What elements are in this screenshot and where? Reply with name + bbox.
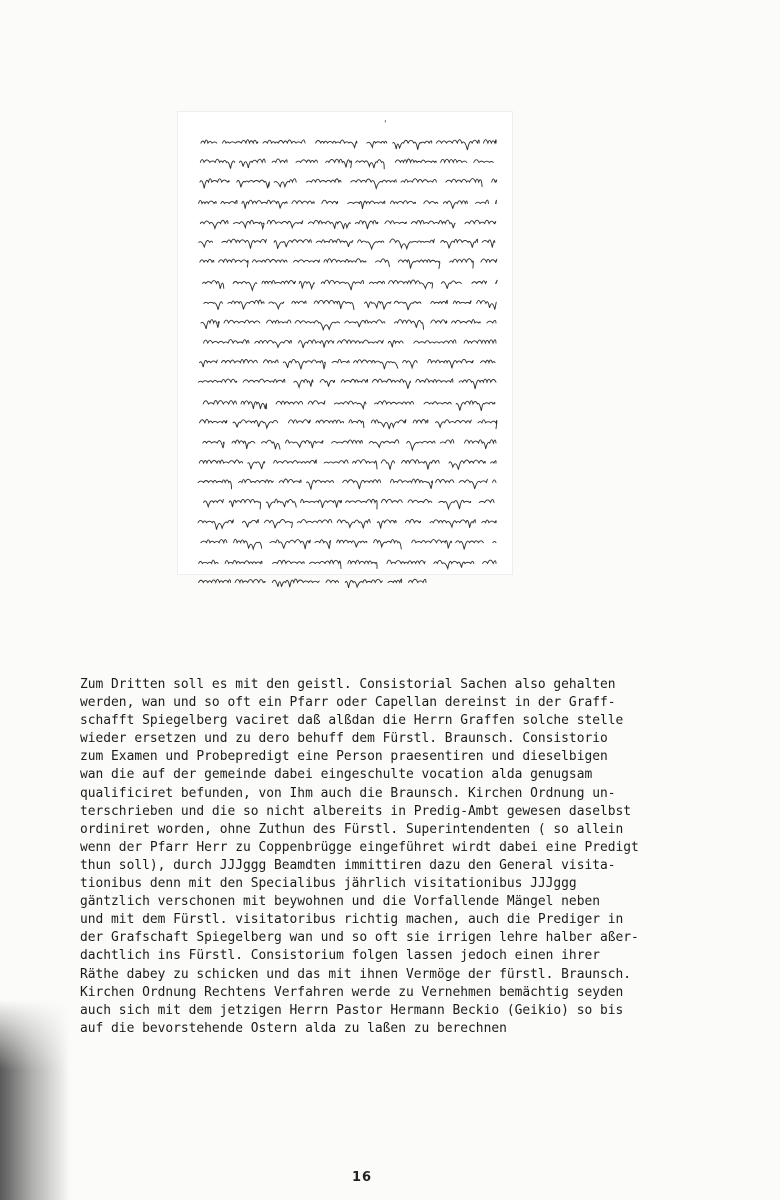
manuscript-line: [196, 470, 504, 490]
manuscript-line: [196, 490, 504, 510]
manuscript-line: [196, 370, 504, 390]
manuscript-line: [196, 150, 504, 170]
manuscript-line: [196, 170, 504, 190]
transcript-line: wenn der Pfarr Herr zu Coppenbrügge eingeführet wirdt dabei eine Predigt: [80, 839, 639, 855]
transcript-line: und mit dem Fürstl. visitatoribus richtig machen, auch die Prediger in: [80, 912, 624, 928]
transcript-line: der Grafschaft Spiegelberg wan und so oft sie irrigen lehre halber aßer-: [80, 930, 639, 946]
transcript-line: qualificiret befunden, von Ihm auch die Braunsch. Kirchen Ordnung un-: [80, 785, 616, 801]
manuscript-line: [196, 570, 504, 590]
manuscript-line: [196, 510, 504, 530]
transcript-line: Räthe dabey zu schicken und das mit ihnen Vermöge der fürstl. Braunsch.: [80, 966, 632, 982]
scan-shadow: [0, 1000, 70, 1200]
manuscript-line: [196, 130, 504, 150]
transcript-line: thun soll), durch JJJggg Beamdten immittiren dazu den General visita-: [80, 857, 616, 873]
manuscript-line: [196, 270, 504, 290]
transcript-line: dachtlich ins Fürstl. Consistorium folgen lassen jedoch einen ihrer: [80, 948, 600, 964]
manuscript-line: [196, 430, 504, 450]
manuscript-line: [196, 530, 504, 550]
manuscript-line: [196, 310, 504, 330]
transcript-line: werden, wan und so oft ein Pfarr oder Capellan dereinst in der Graff-: [80, 695, 616, 711]
manuscript-line: [196, 350, 504, 370]
page-number: 16: [352, 1170, 373, 1185]
transcript-line: tionibus denn mit den Specialibus jährlich visitationibus JJJggg: [80, 876, 577, 892]
transcript-line: wieder ersetzen und zu dero behuff dem Fürstl. Braunsch. Consistorio: [80, 731, 608, 747]
transcript-line: auf die bevorstehende Ostern alda zu laßen zu berechnen: [80, 1020, 507, 1036]
manuscript-handwriting: [196, 130, 504, 590]
transcription-text: [80, 676, 740, 1038]
transcript-line: auch sich mit dem jetzigen Herrn Pastor Hermann Beckio (Geikio) so bis: [80, 1002, 624, 1018]
transcript-line: terschrieben und die so nicht albereits in Predig-Ambt gewesen daselbst: [80, 803, 632, 819]
manuscript-line: [196, 190, 504, 210]
manuscript-line: [196, 550, 504, 570]
transcript-line: Kirchen Ordnung Rechtens Verfahren werde zu Vernehmen bemächtig seyden: [80, 984, 624, 1000]
manuscript-top-mark: ': [384, 120, 387, 130]
manuscript-line: [196, 330, 504, 350]
transcript-line: Zum Dritten soll es mit den geistl. Consistorial Sachen also gehalten: [80, 677, 616, 692]
transcript-line: wan die auf der gemeinde dabei eingeschulte vocation alda genugsam: [80, 767, 593, 783]
manuscript-line: [196, 210, 504, 230]
manuscript-line: [196, 450, 504, 470]
manuscript-line: [196, 250, 504, 270]
manuscript-line: [196, 230, 504, 250]
transcript-line: schafft Spiegelberg vaciret daß alßdan die Herrn Graffen solche stelle: [80, 713, 624, 729]
manuscript-facsimile: [178, 112, 512, 574]
transcript-line: zum Examen und Probepredigt eine Person praesentiren und dieselbigen: [80, 749, 608, 765]
transcript-line: gäntzlich verschonen mit beywohnen und die Vorfallende Mängel neben: [80, 894, 600, 910]
transcript-line: ordiniret worden, ohne Zuthun des Fürstl. Superintendenten ( so allein: [80, 821, 624, 837]
manuscript-line: [196, 410, 504, 430]
manuscript-line: [196, 290, 504, 310]
manuscript-line: [196, 390, 504, 410]
